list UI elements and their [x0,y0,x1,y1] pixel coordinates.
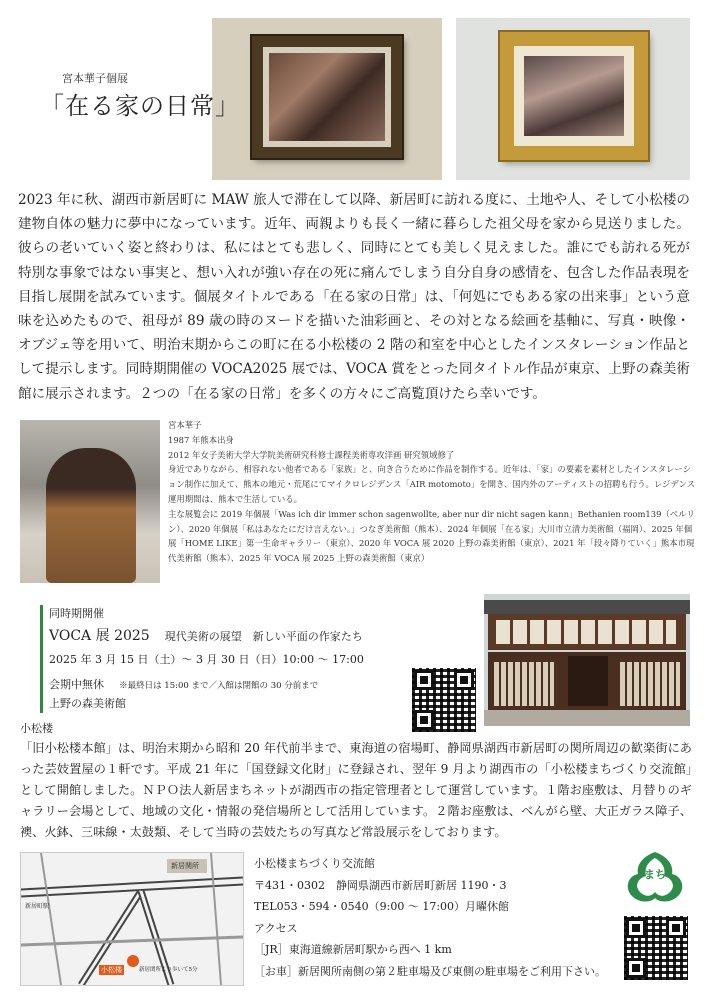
voca-note: ※最終日は 15:00 まで／入館は閉館の 30 分前まで [119,681,319,691]
map-label-komatsu: 小松楼 [101,966,122,974]
ornate-frame-gold [500,32,648,160]
komatsuro-description: 「旧小松楼本館」は、明治末期から昭和 20 年代前半まで、東海道の宿場町、静岡県湖西市新居町の関所周辺の歓楽街にあった芸妓置屋の１軒です。平成 21 年に「国登録文化財」に登録され、翌年 9 月より湖西市の「小松楼まちづくり交流館」として開館しました。ＮＰＯ法人新居まちネットが湖西市の指定管理者として運営しています。１階お座敷は、月替りのギャラリー会場として、地域の文化・情報の発信場所として活用しています。２階お座敷は、べんがら壁、大正ガラス障子、襖、火鉢、三味線・太鼓類、そして当時の芸妓たちの写真など常設展示をしております。 [20,741,692,839]
artist-name: 宮本華子 [168,420,202,430]
access-car: ［お車］新居関所南側の第２駐車場及び東側の駐車場をご利用下さい。 [254,964,606,978]
lower-floor [488,652,686,710]
artwork-photo-2 [456,18,690,180]
street [484,710,690,726]
artist-photo [20,420,160,583]
artist-exhibitions: 主な展覧会に 2019 年個展「Was ich dir immer schon sagenwollte, aber nur dir nicht sagen kann」Bethanien room139（ベルリン）、2020 年個展「私はあなたにだけ言えない。」つなぎ美術館（熊本）、2024 年個展「在る家」大川市立清力美術館（福岡）、2025 年個展「HOME LIKE」第一生命ギャラリー（東京）、2020 年 VOCA 展 2020 上野の森美術館（東京）、2021 年「段々降りていく」熊本市現代美術館（熊本）、2025 年 VOCA 展 2025 上野の森美術館（東京） [168,508,695,564]
map-roads [21,853,243,985]
voca-closed-line [49,673,318,692]
painting-figures [524,56,624,136]
exhibition-subtitle: 宮本華子個展 [62,72,128,85]
qr-code-voca[interactable] [412,668,476,732]
logo-text: まち [644,868,666,881]
contact-info [254,853,634,983]
voca-label: 同時期開催 [49,607,104,620]
artist-figure [46,448,136,583]
roof [484,600,690,614]
artwork-photo-1 [212,18,442,180]
voca-section [40,605,413,713]
contact-address: 〒431・0302 静岡県湖西市新居町新居 1190・3 [254,878,507,892]
map-label-walk: 新居関所より歩いて5分 [139,967,198,973]
exhibition-title: 「在る家の日常」 [40,92,240,120]
artist-education: 2012 年女子美術大学大学院美術研究科修士課程美術専攻洋画 研究領域修了 [168,449,455,460]
voca-title-line [49,625,363,645]
access-map [20,852,244,986]
voca-closed: 会期中無休 [49,678,104,691]
access-jr: ［JR］東海道線新居町駅から西へ 1 km [254,943,452,957]
artist-born: 1987 年熊本出身 [168,434,234,445]
komatsuro-building-photo [484,594,690,726]
machi-logo-icon [622,848,688,908]
qr-code-komatsuro[interactable] [624,916,688,980]
voca-title: VOCA 展 2025 [49,628,150,644]
artist-profile [168,418,698,566]
artist-bio: 身近でありながら、相容れない他者である「家族」と、向き合うために作品を制作する。近年は、「家」の要素を素材としたインスタレーション制作に加えて、熊本の地元・荒尾にてマイクロレジデンス「AIR motomoto」を開き、国内外のアーティストの招聘も行う。レジデンス運用期間は、熊本で生活している。 [168,464,696,504]
voca-dates: 2025 年 3 月 15 日（土）～ 3 月 30 日（日）10:00 ～ 17:00 [49,653,364,666]
map-label-station: 新居町駅 [25,903,50,910]
intro-paragraph: 2023 年に秋、湖西市新居町に MAW 旅人で滞在して以降、新居町に訪れる度に、土地や人、そして小松楼の建物自体の魅力に夢中になっています。近年、両親よりも長く一緒に暮らした祖父母を家から見送りました。彼らの老いていく姿と終わりは、私にはとても悲しく、同時にとても美しく見えました。誰にでも訪れる死が特別な事象ではない事実と、想い入れが強い存在の死に痛んでしまう自分自身の感情を、包含した作品表現を目指し展開を試みています。個展タイトルである「在る家の日常」は、「何処にでもある家の出来事」という意味を込めたもので、祖母が 89 歳の時のヌードを描いた油彩画と、その対となる絵画を基軸に、写真・映像・オブジェ等を用いて、明治末期からこの町に在る小松楼の 2 階の和室を中心としたインスタレーション作品として提示します。同時期開催の VOCA2025 展では、VOCA 賞をとった同タイトル作品が東京、上野の森美術館に展示されます。２つの「在る家の日常」を多くの方々にご高覧頂けたら幸いです。 [18,192,690,402]
komatsuro-heading: 小松楼 [20,722,53,735]
painting-hands [269,53,385,141]
ornate-frame-dark [252,36,402,158]
map-label-sekisho: 新居関所 [171,862,199,870]
access-label: アクセス [254,921,298,935]
voca-subtitle: 現代美術の展望 新しい平面の作家たち [164,630,363,643]
contact-tel: TEL053・594・0540（9:00 ～ 17:00）月曜休館 [254,900,510,914]
voca-venue: 上野の森美術館 [49,697,126,710]
upper-floor [488,614,686,650]
contact-name: 小松楼まちづくり交流館 [254,857,375,870]
